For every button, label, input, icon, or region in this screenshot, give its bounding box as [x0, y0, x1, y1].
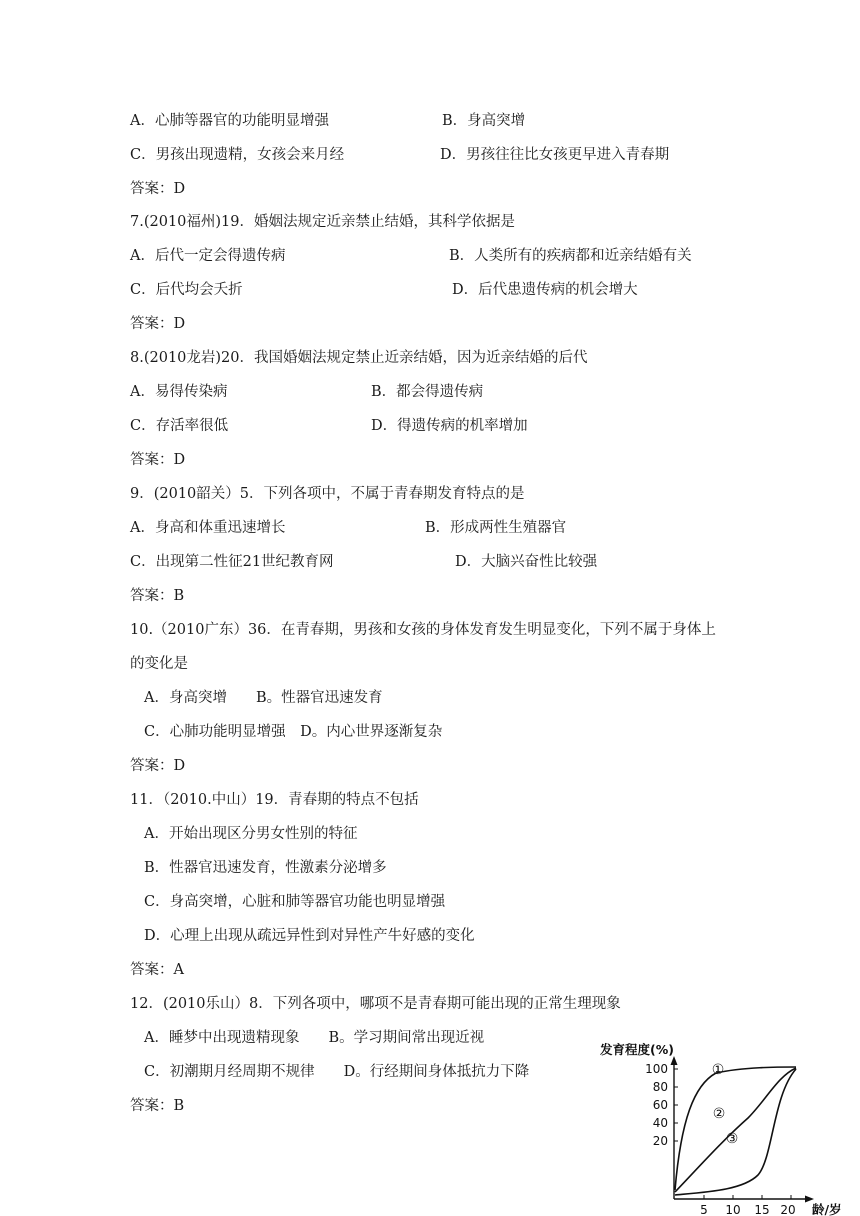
question-9: 9．(2010韶关）5．下列各项中，不属于青春期发育特点的是 — [130, 486, 525, 502]
y-axis-label: 发育程度(%) — [600, 1042, 674, 1057]
x-tick-label: 5 — [700, 1203, 708, 1216]
y-tick-label: 100 — [645, 1062, 668, 1076]
curve-2 — [675, 1068, 796, 1192]
text-line: D．男孩往往比女孩更早进入青春期 — [440, 147, 670, 163]
x-tick-label: 15 — [754, 1203, 770, 1216]
text-line: A．身高突增 B。性器官迅速发育 — [144, 690, 383, 706]
text-line: A．心肺等器官的功能明显增强 — [130, 113, 329, 129]
question-11: 11．（2010.中山）19．青春期的特点不包括 — [130, 792, 419, 808]
curve-label: ③ — [725, 1131, 739, 1147]
question-7: 7.(2010福州)19．婚姻法规定近亲禁止结婚，其科学依据是 — [130, 214, 515, 230]
text-line: C．身高突增，心脏和肺等器官功能也明显增强 — [144, 894, 446, 910]
text-line: C．男孩出现遗精，女孩会来月经 — [130, 147, 345, 163]
curve-label: ① — [711, 1062, 725, 1078]
text-line: A．开始出现区分男女性别的特征 — [144, 826, 358, 842]
text-line: B．都会得遗传病 — [371, 384, 484, 400]
text-line: 的变化是 — [130, 656, 188, 672]
text-line: C．存活率很低 — [130, 418, 229, 434]
y-tick-label: 40 — [652, 1116, 668, 1130]
text-line: B．性器官迅速发育，性激素分泌增多 — [144, 860, 387, 876]
question-10: 10.（2010广东）36．在青春期，男孩和女孩的身体发育发生明显变化，下列不属于身体上 — [130, 622, 716, 638]
answer-line: 答案：B — [130, 1098, 185, 1114]
y-tick-label: 60 — [652, 1098, 668, 1112]
text-line: A．易得传染病 — [130, 384, 228, 400]
x-tick-label: 20 — [780, 1203, 796, 1216]
question-8: 8.(2010龙岩)20．我国婚姻法规定禁止近亲结婚，因为近亲结婚的后代 — [130, 350, 588, 366]
text-line: B．人类所有的疾病都和近亲结婚有关 — [449, 248, 692, 264]
text-line: B．身高突增 — [442, 113, 526, 129]
text-line: D．后代患遗传病的机会增大 — [452, 282, 638, 298]
x-axis-label: 龄/岁 — [812, 1202, 842, 1216]
x-tick-label: 10 — [725, 1203, 741, 1216]
text-line: C．初潮期月经周期不规律 D。行经期间身体抵抗力下降 — [144, 1064, 530, 1080]
y-tick-label: 20 — [652, 1134, 668, 1148]
text-line: D．得遗传病的机率增加 — [371, 418, 528, 434]
text-line: B．形成两性生殖器官 — [425, 520, 567, 536]
answer-line: 答案：D — [130, 452, 186, 468]
question-12: 12．(2010乐山）8．下列各项中，哪项不是青春期可能出现的正常生理现象 — [130, 996, 621, 1012]
text-line: C．后代均会夭折 — [130, 282, 243, 298]
text-line: C．出现第二性征21世纪教育网 — [130, 554, 334, 570]
development-curve-figure — [598, 1040, 844, 1216]
answer-line: 答案：D — [130, 316, 186, 332]
curve-label: ② — [712, 1106, 726, 1122]
text-line: D．大脑兴奋性比较强 — [455, 554, 598, 570]
text-line: C．心肺功能明显增强 D。内心世界逐渐复杂 — [144, 724, 443, 740]
text-line: A．身高和体重迅速增长 — [130, 520, 286, 536]
text-line: A．后代一定会得遗传病 — [130, 248, 286, 264]
answer-line: 答案：D — [130, 181, 186, 197]
answer-line: 答案：A — [130, 962, 184, 978]
answer-line: 答案：D — [130, 758, 186, 774]
y-axis-arrow — [671, 1056, 678, 1065]
text-line: D．心理上出现从疏远异性到对异性产牛好感的变化 — [144, 928, 475, 944]
y-tick-label: 80 — [652, 1080, 668, 1094]
text-line: A．睡梦中出现遗精现象 B。学习期间常出现近视 — [144, 1030, 485, 1046]
answer-line: 答案：B — [130, 588, 185, 604]
